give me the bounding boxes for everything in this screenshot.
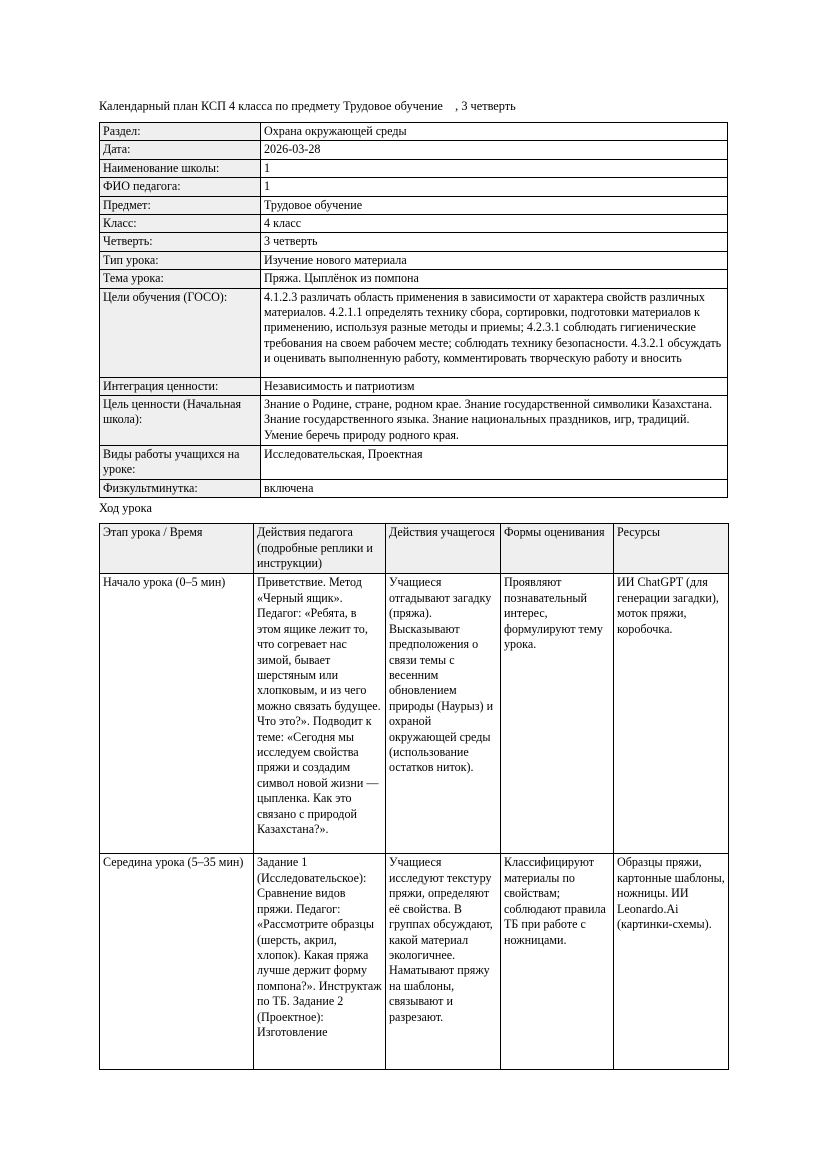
column-header-resources: Ресурсы: [614, 524, 729, 574]
table-row: [100, 480, 728, 498]
info-value: 2026-03-28: [261, 141, 728, 159]
lesson-flow-table: [99, 523, 729, 1070]
table-row: [100, 377, 728, 395]
info-value: Пряжа. Цыплёнок из помпона: [261, 270, 728, 288]
cell-resources: [614, 854, 729, 1070]
assessment-text: Классифицируют материалы по свойствам; соблюдают правила ТБ при работе с ножницами.: [504, 855, 606, 947]
table-row: [100, 270, 728, 288]
info-value: 4 класс: [261, 215, 728, 233]
info-value: 1: [261, 159, 728, 177]
column-header-stage: Этап урока / Время: [100, 524, 254, 574]
column-header-student: Действия учащегося: [386, 524, 501, 574]
info-label: Виды работы учащихся на уроке:: [100, 446, 261, 480]
page-title: Календарный план КСП 4 класса по предмету Трудовое обучение , 3 четверть: [99, 99, 516, 113]
info-label: Наименование школы:: [100, 159, 261, 177]
info-value-value-goal: [261, 396, 728, 446]
resources-text: Образцы пряжи, картонные шаблоны, ножницы. ИИ Leonardo.Ai (картинки-схемы).: [617, 855, 725, 932]
table-row: [100, 215, 728, 233]
info-value: Исследовательская, Проектная: [261, 446, 728, 480]
stage-text: Начало урока (0–5 мин): [103, 575, 226, 590]
table-row: [100, 574, 729, 854]
table-row: [100, 141, 728, 159]
info-label: Цель ценности (Начальная школа):: [100, 396, 261, 446]
column-header-teacher: Действия педагога (подробные реплики и инструкции): [254, 524, 386, 574]
cell-student-actions: [386, 854, 501, 1070]
lesson-flow-caption: Ход урока: [99, 501, 152, 516]
column-header-assessment: Формы оценивания: [501, 524, 614, 574]
table-row: [100, 446, 728, 480]
info-label: Четверть:: [100, 233, 261, 251]
info-label: Тип урока:: [100, 251, 261, 269]
info-label: Физкультминутка:: [100, 480, 261, 498]
student-actions-text: Учащиеся отгадывают загадку (пряжа). Высказывают предположения о связи темы с весенним обновлением природы (Наурыз) и охраной окружающей среды (использование остатков ниток).: [389, 575, 494, 775]
table-row: [100, 251, 728, 269]
cell-teacher-actions: [254, 854, 386, 1070]
cell-student-actions: [386, 574, 501, 854]
info-label: ФИО педагога:: [100, 178, 261, 196]
info-value: Изучение нового материала: [261, 251, 728, 269]
info-value: 3 четверть: [261, 233, 728, 251]
cell-assessment: [501, 854, 614, 1070]
info-value-goals: [261, 288, 728, 377]
info-label: Предмет:: [100, 196, 261, 214]
cell-resources: [614, 574, 729, 854]
student-actions-text: Учащиеся исследуют текстуру пряжи, определяют её свойства. В группах обсуждают, какой материал экологичнее. Наматывают пряжу на шаблоны, связывают и разрезают.: [389, 855, 493, 1024]
teacher-actions-text: Приветствие. Метод «Черный ящик». Педагог: «Ребята, в этом ящике лежит то, что согревает нас зимой, бывает шерстяным или хлопковым, и из чего можно связать будущее. Что это?». Подводит к теме: «Сегодня мы исследуем свойства пряжи и создадим символ новой жизни — цыпленка. Как это связано с природой Казахстана?».: [257, 575, 381, 836]
table-row: [100, 288, 728, 377]
teacher-actions-text: Задание 1 (Исследовательское): Сравнение видов пряжи. Педагог: «Рассмотрите образцы (шерсть, акрил, хлопок). Какая пряжа лучше держит форму помпона?». Инструктаж по ТБ. Задание 2 (Проектное): Изготовление: [257, 855, 382, 1039]
cell-stage: [100, 574, 254, 854]
resources-text: ИИ ChatGPT (для генерации загадки), моток пряжи, коробочка.: [617, 575, 719, 636]
stage-text: Середина урока (5–35 мин): [103, 855, 244, 870]
info-label: Дата:: [100, 141, 261, 159]
table-row: [100, 178, 728, 196]
table-row: [100, 196, 728, 214]
table-row: [100, 123, 728, 141]
assessment-text: Проявляют познавательный интерес, формулируют тему урока.: [504, 575, 603, 652]
document-content: [99, 98, 728, 1070]
info-label: Цели обучения (ГОСО):: [100, 288, 261, 377]
table-row: [100, 854, 729, 1070]
info-value: Независимость и патриотизм: [261, 377, 728, 395]
cell-teacher-actions: [254, 574, 386, 854]
table-row: [100, 396, 728, 446]
info-value: Трудовое обучение: [261, 196, 728, 214]
cell-stage: [100, 854, 254, 1070]
info-label: Раздел:: [100, 123, 261, 141]
lesson-info-table: [99, 122, 728, 498]
info-value: Охрана окружающей среды: [261, 123, 728, 141]
info-value: 1: [261, 178, 728, 196]
value-goal-text: Знание о Родине, стране, родном крае. Знание государственной символики Казахстана. Знание государственного языка. Знание национальных праздников, игр, традиций. Умение беречь природу родного края.: [264, 397, 713, 442]
info-label: Класс:: [100, 215, 261, 233]
table-row: [100, 159, 728, 177]
info-label: Тема урока:: [100, 270, 261, 288]
info-label: Интеграция ценности:: [100, 377, 261, 395]
cell-assessment: [501, 574, 614, 854]
info-value: включена: [261, 480, 728, 498]
table-row: [100, 233, 728, 251]
table-header-row: [100, 524, 729, 574]
learning-objectives-text: 4.1.2.3 различать область применения в зависимости от характера свойств различных материалов. 4.2.1.1 определять технику сбора, сортировки, подготовки материалов к применению, используя разные методы и приемы; 4.2.3.1 соблюдать гигиенические требования на своем рабочем месте; соблюдать технику безопасности. 4.3.2.1 обсуждать и оценивать выполненную работу, комментировать творческую работу и вносить: [264, 289, 722, 366]
